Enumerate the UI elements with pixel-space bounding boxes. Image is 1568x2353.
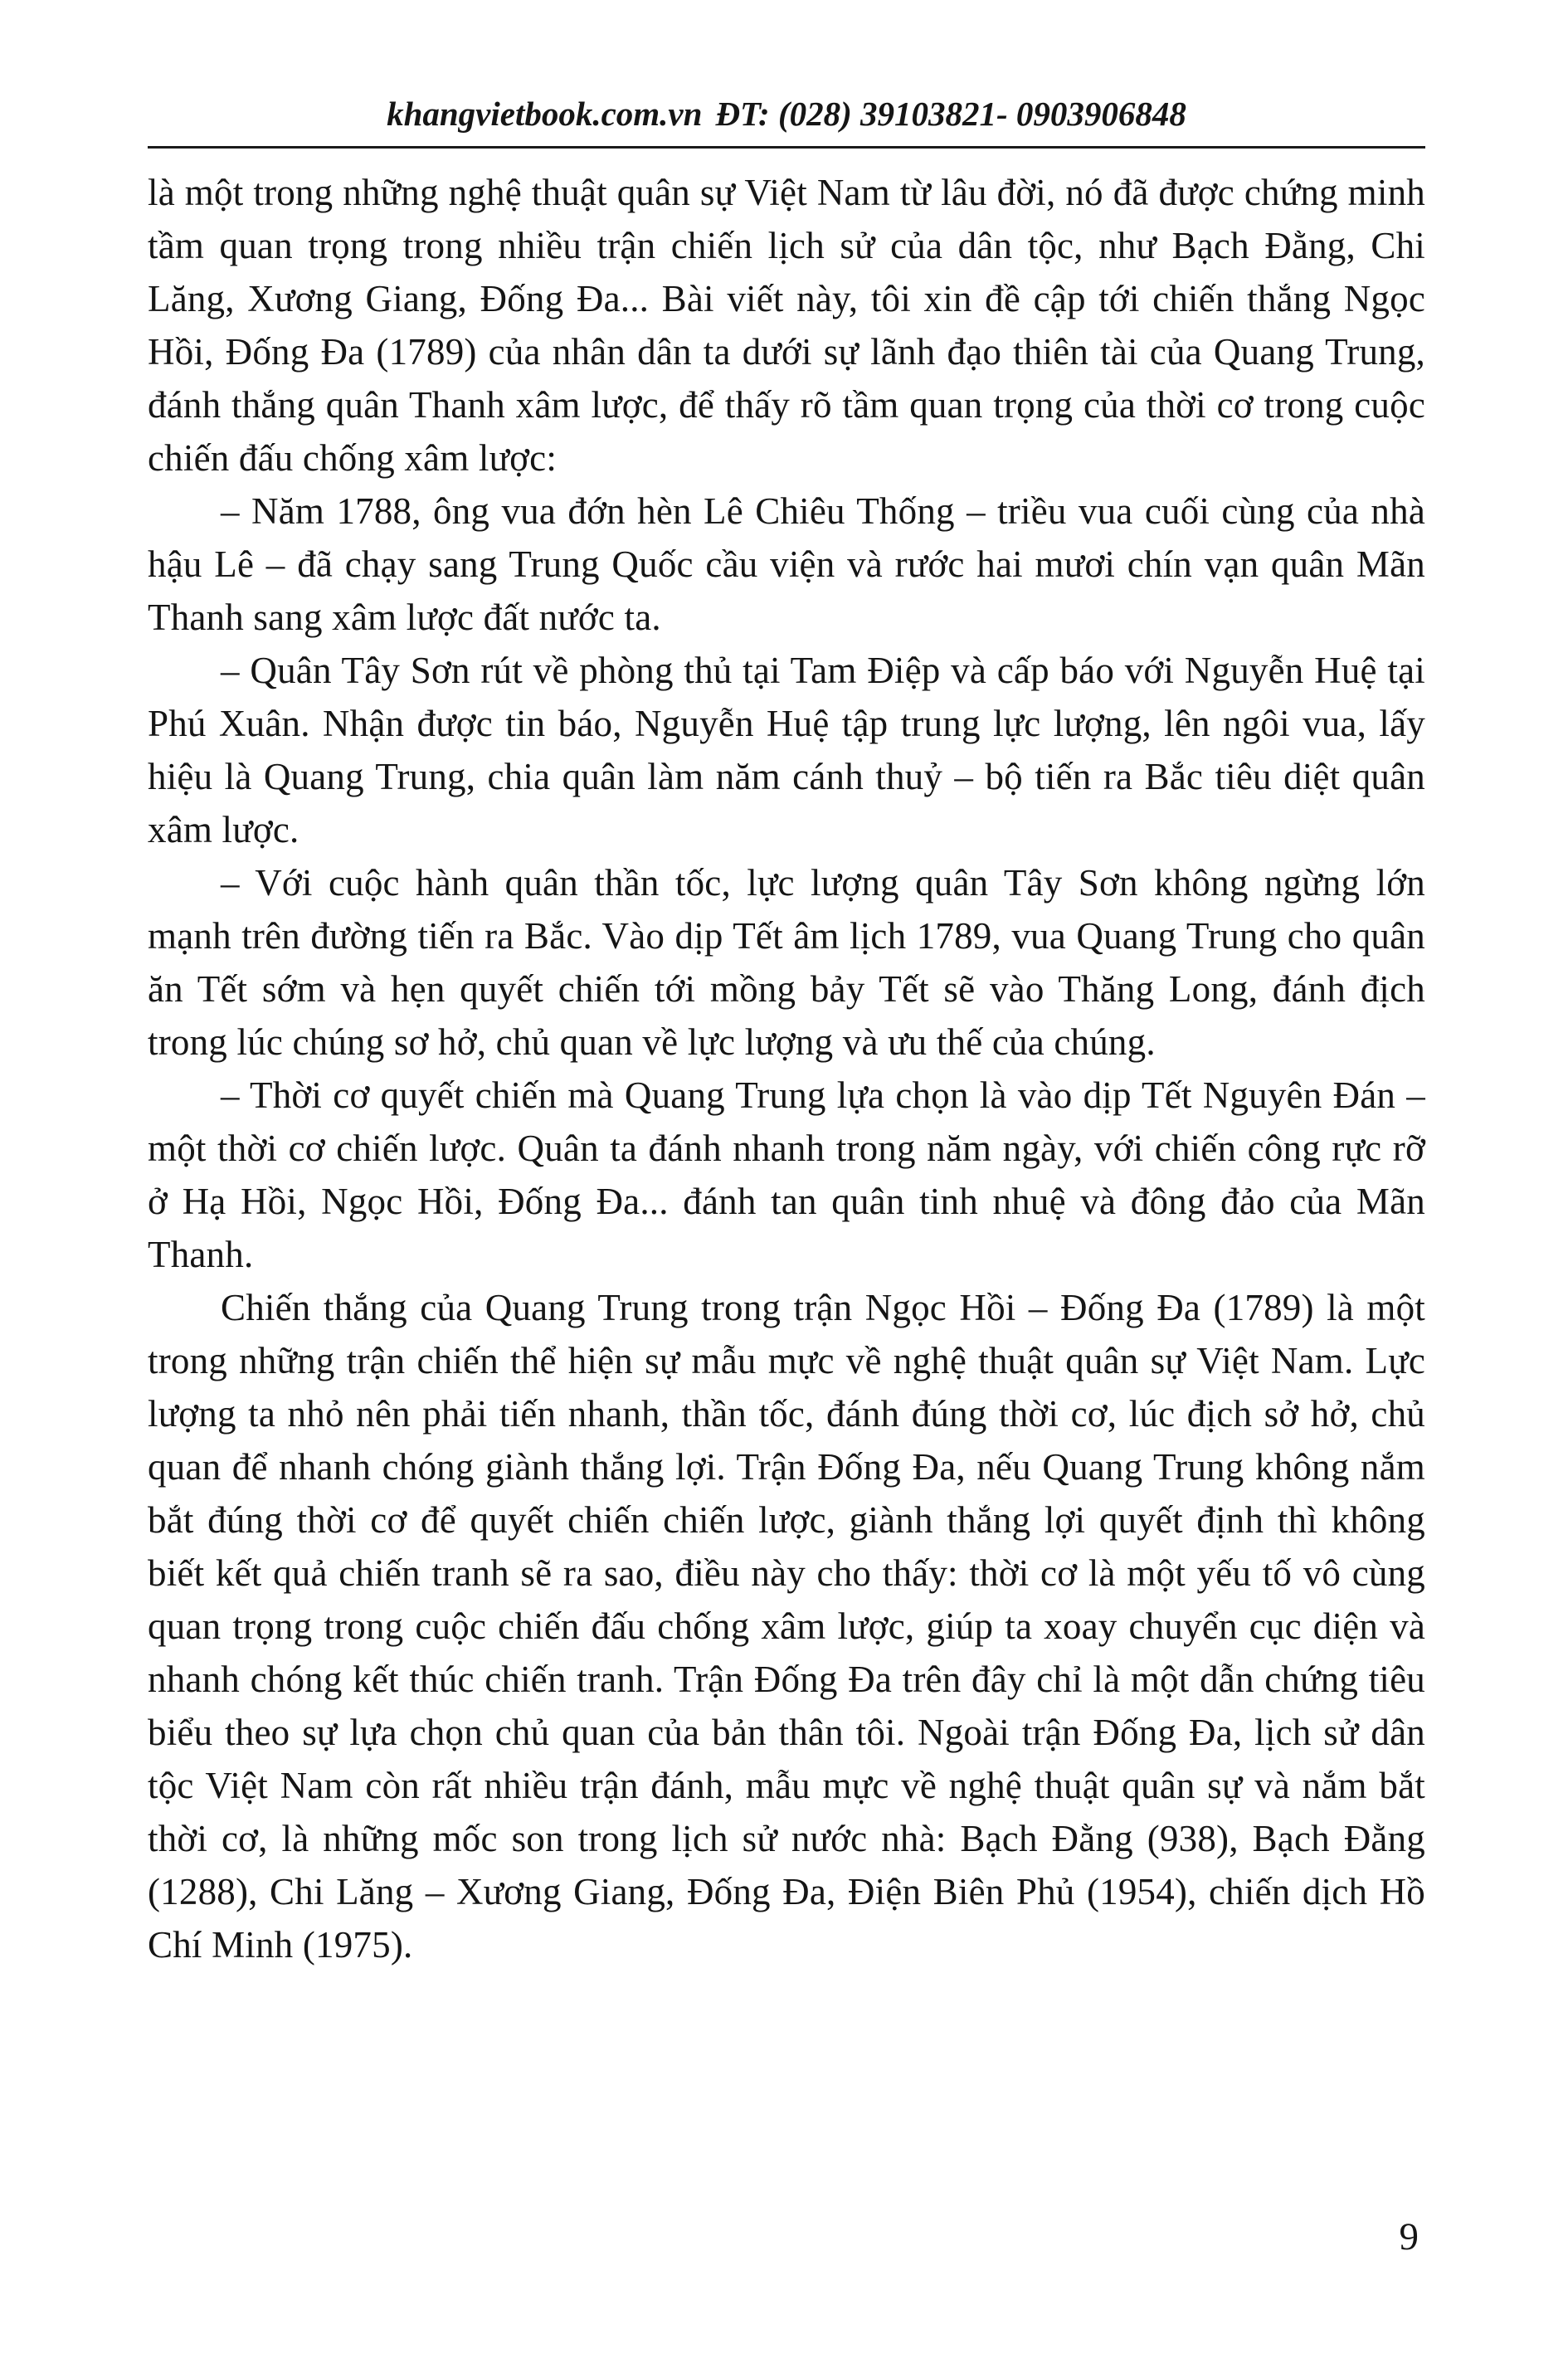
paragraph: – Thời cơ quyết chiến mà Quang Trung lựa chọn là vào dịp Tết Nguyên Đán – một thời cơ chiến lược. Quân ta đánh nhanh trong năm ngày, với chiến công rực rỡ ở Hạ Hồi, Ngọc Hồi, Đống Đa... đánh tan quân tinh nhuệ và đông đảo của Mãn Thanh. <box>148 1074 1425 1275</box>
document-body <box>148 166 1425 1971</box>
paragraph: là một trong những nghệ thuật quân sự Việt Nam từ lâu đời, nó đã được chứng minh tầm quan trọng trong nhiều trận chiến lịch sử của dân tộc, như Bạch Đằng, Chi Lăng, Xương Giang, Đống Đa... Bài viết này, tôi xin đề cập tới chiến thắng Ngọc Hồi, Đống Đa (1789) của nhân dân ta dưới sự lãnh đạo thiên tài của Quang Trung, đánh thắng quân Thanh xâm lược, để thấy rõ tầm quan trọng của thời cơ trong cuộc chiến đấu chống xâm lược: <box>148 172 1425 479</box>
header-phone: ĐT: (028) 39103821- 0903906848 <box>715 95 1186 133</box>
header-website: khangvietbook.com.vn <box>387 95 703 133</box>
paragraph: Chiến thắng của Quang Trung trong trận Ngọc Hồi – Đống Đa (1789) là một trong những trận chiến thể hiện sự mẫu mực về nghệ thuật quân sự Việt Nam. Lực lượng ta nhỏ nên phải tiến nhanh, thần tốc, đánh đúng thời cơ, lúc địch sở hở, chủ quan để nhanh chóng giành thắng lợi. Trận Đống Đa, nếu Quang Trung không nắm bắt đúng thời cơ để quyết chiến chiến lược, giành thắng lợi quyết định thì không biết kết quả chiến tranh sẽ ra sao, điều này cho thấy: thời cơ là một yếu tố vô cùng quan trọng trong cuộc chiến đấu chống xâm lược, giúp ta xoay chuyển cục diện và nhanh chóng kết thúc chiến tranh. Trận Đống Đa trên đây chỉ là một dẫn chứng tiêu biểu theo sự lựa chọn chủ quan của bản thân tôi. Ngoài trận Đống Đa, lịch sử dân tộc Việt Nam còn rất nhiều trận đánh, mẫu mực về nghệ thuật quân sự và nắm bắt thời cơ, là những mốc son trong lịch sử nước nhà: Bạch Đằng (938), Bạch Đằng (1288), Chi Lăng – Xương Giang, Đống Đa, Điện Biên Phủ (1954), chiến dịch Hồ Chí Minh (1975). <box>148 1287 1425 1966</box>
page-header <box>148 93 1425 149</box>
paragraph: – Với cuộc hành quân thần tốc, lực lượng quân Tây Sơn không ngừng lớn mạnh trên đường tiến ra Bắc. Vào dịp Tết âm lịch 1789, vua Quang Trung cho quân ăn Tết sớm và hẹn quyết chiến tới mồng bảy Tết sẽ vào Thăng Long, đánh địch trong lúc chúng sơ hở, chủ quan về lực lượng và ưu thế của chúng. <box>148 862 1425 1063</box>
paragraph: – Quân Tây Sơn rút về phòng thủ tại Tam Điệp và cấp báo với Nguyễn Huệ tại Phú Xuân. Nhận được tin báo, Nguyễn Huệ tập trung lực lượng, lên ngôi vua, lấy hiệu là Quang Trung, chia quân làm năm cánh thuỷ – bộ tiến ra Bắc tiêu diệt quân xâm lược. <box>148 650 1425 850</box>
paragraph: – Năm 1788, ông vua đớn hèn Lê Chiêu Thống – triều vua cuối cùng của nhà hậu Lê – đã chạy sang Trung Quốc cầu viện và rước hai mươi chín vạn quân Mãn Thanh sang xâm lược đất nước ta. <box>148 490 1425 638</box>
page-number: 9 <box>1399 2215 1419 2258</box>
